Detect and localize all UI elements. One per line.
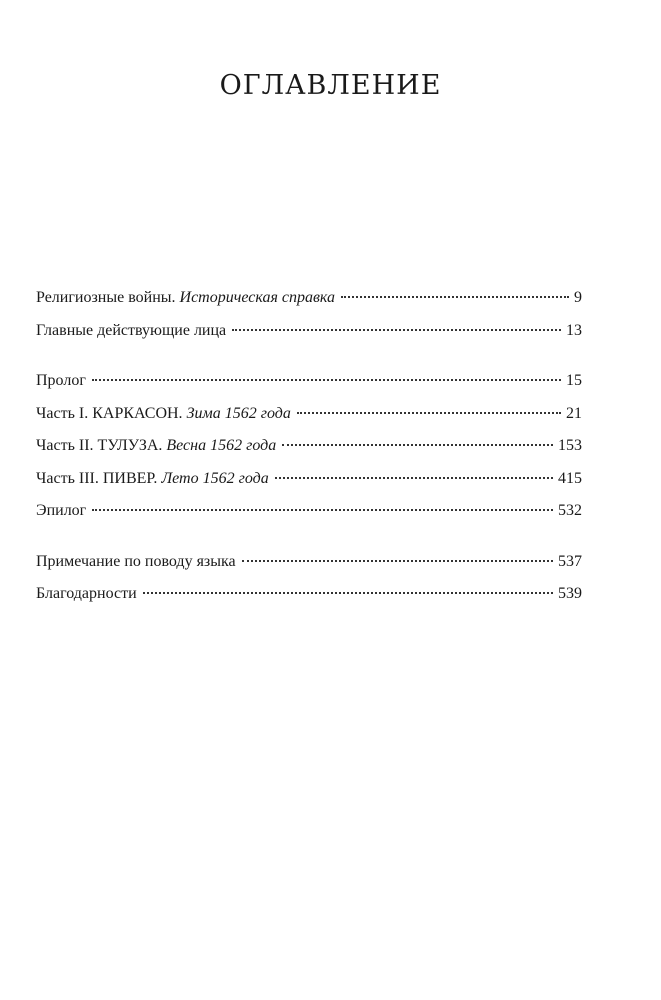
table-of-contents <box>36 288 582 617</box>
toc-entry[interactable] <box>36 288 582 321</box>
toc-page-number: 13 <box>566 321 582 339</box>
toc-page-number: 415 <box>558 469 582 487</box>
toc-entry-main: Часть I. КАРКАСОН. <box>36 404 183 422</box>
toc-entry-title <box>36 584 137 604</box>
toc-entry-main: Примечание по поводу языка <box>36 552 236 570</box>
toc-entry-main: Религиозные войны. <box>36 289 176 306</box>
page-title: ОГЛАВЛЕНИЕ <box>219 70 442 101</box>
toc-entry-title <box>36 288 335 308</box>
toc-entry-main: Главные действующие лица <box>36 321 227 339</box>
dot-leader <box>92 509 553 511</box>
toc-entry-title <box>36 469 269 489</box>
toc-entry-title <box>36 321 226 341</box>
toc-entry-main: Благодарности <box>36 585 137 602</box>
toc-entry[interactable] <box>36 584 582 617</box>
toc-group-back-matter <box>36 552 582 617</box>
toc-entry[interactable] <box>36 436 582 469</box>
toc-group-front-matter <box>36 288 582 353</box>
toc-entry[interactable] <box>36 321 582 354</box>
toc-page-number: 539 <box>558 585 582 602</box>
toc-entry[interactable] <box>36 404 582 437</box>
toc-group-main <box>36 371 582 534</box>
toc-page-number: 153 <box>558 437 582 454</box>
dot-leader <box>282 444 553 446</box>
toc-entry[interactable] <box>36 552 582 585</box>
toc-entry[interactable] <box>36 371 582 404</box>
toc-entry-subtitle: Весна 1562 года <box>166 437 277 454</box>
dot-leader <box>143 592 553 594</box>
dot-leader <box>341 296 569 298</box>
toc-page-number: 15 <box>566 372 582 389</box>
dot-leader <box>92 379 561 381</box>
toc-page-number: 537 <box>558 552 582 570</box>
toc-entry[interactable] <box>36 501 582 534</box>
toc-entry-title <box>36 404 291 424</box>
dot-leader <box>242 560 553 562</box>
toc-entry-title <box>36 371 86 391</box>
toc-page-number: 532 <box>558 502 582 519</box>
toc-entry[interactable] <box>36 469 582 502</box>
dot-leader <box>297 412 561 414</box>
toc-entry-subtitle: Лето 1562 года <box>161 469 269 487</box>
toc-page-number: 21 <box>566 404 582 422</box>
toc-entry-main: Часть II. ТУЛУЗА. <box>36 437 163 454</box>
toc-entry-subtitle: Зима 1562 года <box>186 404 291 422</box>
toc-entry-main: Эпилог <box>36 502 87 519</box>
dot-leader <box>275 477 553 479</box>
toc-page-number: 9 <box>574 289 582 306</box>
dot-leader <box>232 329 561 331</box>
toc-entry-title <box>36 436 276 456</box>
toc-entry-title <box>36 501 86 521</box>
toc-entry-main: Часть III. ПИВЕР. <box>36 469 158 487</box>
toc-entry-subtitle: Историческая справка <box>179 289 336 306</box>
toc-entry-main: Пролог <box>36 372 86 389</box>
toc-entry-title <box>36 552 236 572</box>
